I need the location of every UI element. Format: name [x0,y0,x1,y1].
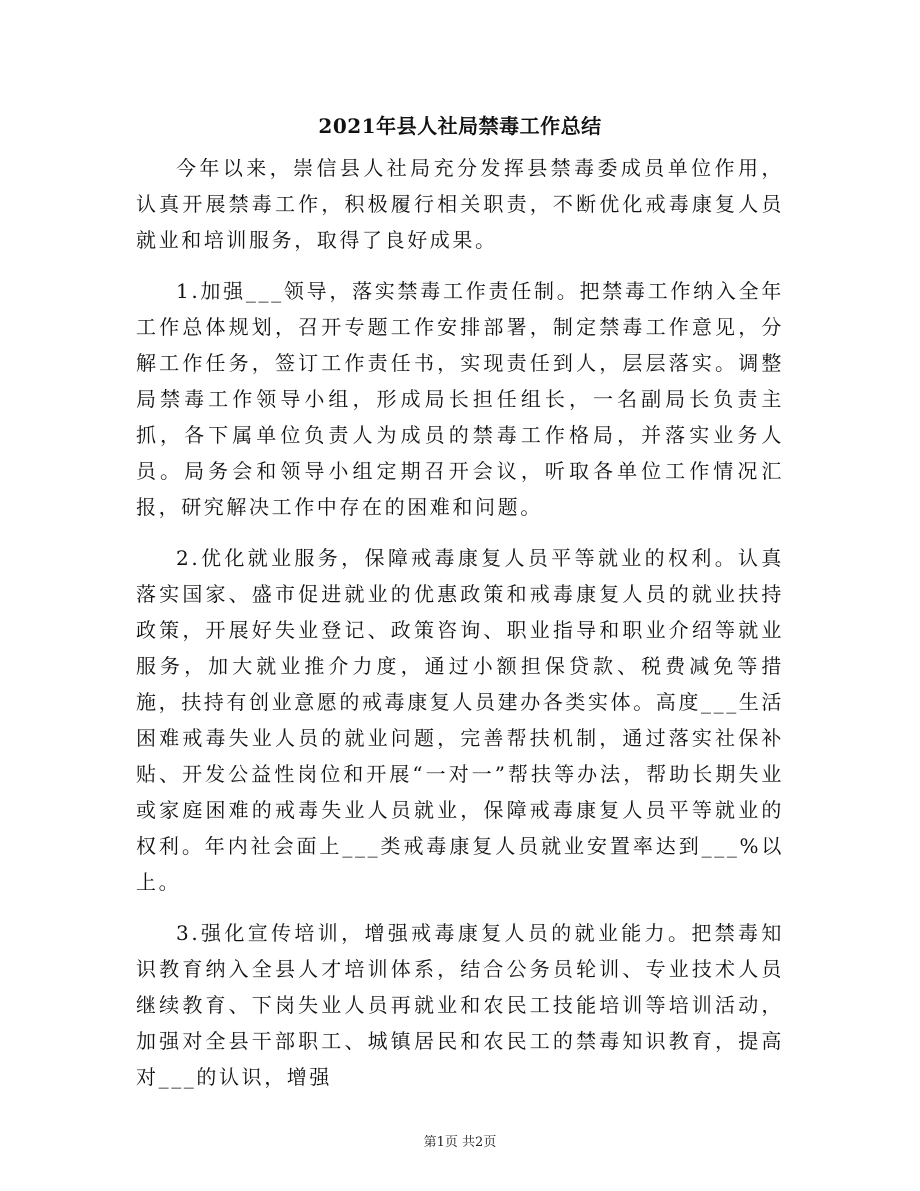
document-title: 2021年县人社局禁毒工作总结 [318,114,602,138]
paragraph-2: 2.优化就业服务，保障戒毒康复人员平等就业的权利。认真落实国家、盛市促进就业的优惠政策和戒毒康复人员的就业扶持政策，开展好失业登记、政策咨询、职业指导和职业介绍等就业服务，加大就业推介力度，通过小额担保贷款、税费减免等措施，扶持有创业意愿的戒毒康复人员建办各类实体。高度___生活困难戒毒失业人员的就业问题，完善帮扶机制，通过落实社保补贴、开发公益性岗位和开展“一对一”帮扶等办法，帮助长期失业或家庭困难的戒毒失业人员就业，保障戒毒康复人员平等就业的权利。年内社会面上___类戒毒康复人员就业安置率达到___%以上。 [136,546,784,894]
paragraph-3: 3.强化宣传培训，增强戒毒康复人员的就业能力。把禁毒知识教育纳入全县人才培训体系，结合公务员轮训、专业技术人员继续教育、下岗失业人员再就业和农民工技能培训等培训活动，加强对全县干部职工、城镇居民和农民工的禁毒知识教育，提高对___的认识，增强 [136,921,784,1089]
page-number-footer: 第1页 共2页 [423,1135,497,1150]
paragraph-1: 1.加强___领导，落实禁毒工作责任制。把禁毒工作纳入全年工作总体规划，召开专题工作安排部署，制定禁毒工作意见，分解工作任务，签订工作责任书，实现责任到人，层层落实。调整局禁毒工作领导小组，形成局长担任组长，一名副局长负责主抓，各下属单位负责人为成员的禁毒工作格局，并落实业务人员。局务会和领导小组定期召开会议，听取各单位工作情况汇报，研究解决工作中存在的困难和问题。 [136,279,784,519]
document-body [136,150,784,1110]
paragraph-intro: 今年以来，崇信县人社局充分发挥县禁毒委成员单位作用，认真开展禁毒工作，积极履行相关职责，不断优化戒毒康复人员就业和培训服务，取得了良好成果。 [136,156,784,252]
